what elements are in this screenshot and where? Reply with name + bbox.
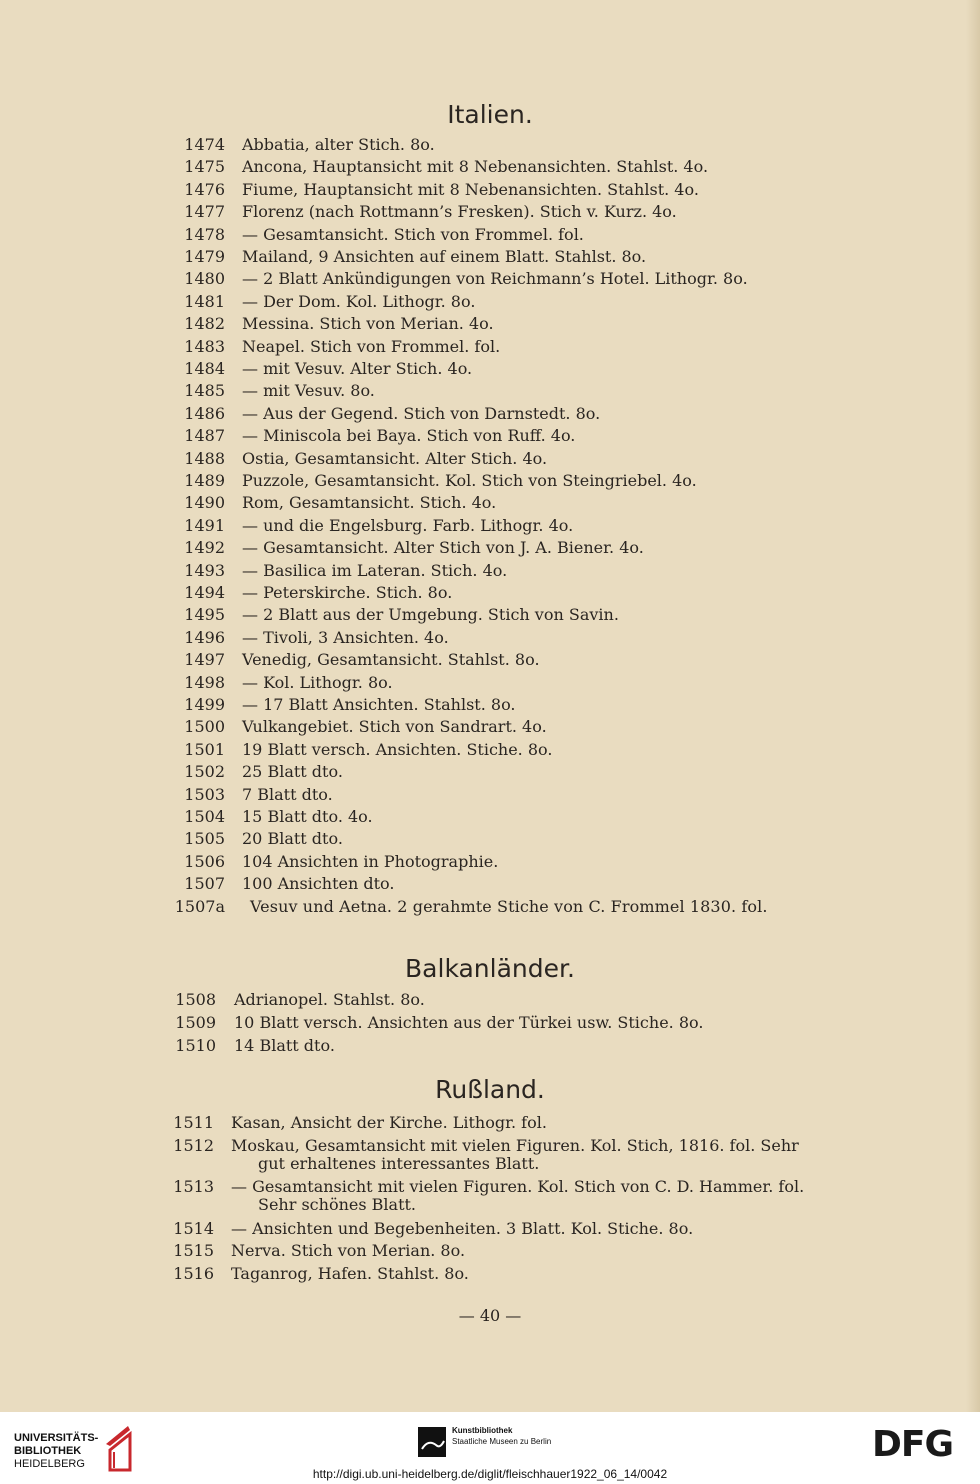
catalog-entry: [0, 313, 980, 335]
entry-text: Neapel. Stich von Frommel. fol.: [242, 336, 501, 356]
entry-text: 25 Blatt dto.: [242, 762, 343, 782]
entry-number: 1497: [184, 650, 225, 670]
entry-text: — 2 Blatt Ankündigungen von Reichmann’s Hotel. Lithogr. 8o.: [242, 269, 748, 289]
entry-number: 1514: [173, 1218, 214, 1238]
catalog-entry: [0, 649, 980, 671]
entry-number: 1507: [184, 874, 225, 894]
catalog-entry: [0, 291, 980, 313]
dfg-logo: DFG: [872, 1424, 954, 1465]
entry-number: 1511: [173, 1113, 214, 1132]
entry-number: 1502: [184, 762, 225, 782]
catalog-entry: [0, 1263, 980, 1285]
entry-text: Ancona, Hauptansicht mit 8 Nebenansichten. Stahlst. 4o.: [242, 157, 709, 177]
entry-text: — mit Vesuv. Alter Stich. 4o.: [242, 359, 473, 378]
catalog-entry: [0, 134, 980, 156]
catalog-entry: [0, 336, 980, 358]
entry-number: 1495: [184, 605, 225, 625]
catalog-entry: [0, 896, 980, 918]
entry-number: 1490: [184, 493, 225, 513]
entry-text: — 2 Blatt aus der Umgebung. Stich von Savin.: [242, 605, 619, 625]
entry-text: Kasan, Ansicht der Kirche. Lithogr. fol.: [231, 1113, 547, 1132]
catalog-entry-continuation: [0, 1153, 980, 1175]
entry-number: 1481: [184, 291, 225, 311]
entry-text: Messina. Stich von Merian. 4o.: [242, 314, 494, 334]
entry-text: — Gesamtansicht. Alter Stich von J. A. Biener. 4o.: [242, 538, 644, 558]
catalog-entry: [0, 716, 980, 738]
entry-number: 1478: [184, 224, 225, 244]
entry-number: 1507a: [174, 896, 225, 916]
entry-text: — mit Vesuv. 8o.: [242, 381, 375, 401]
entry-text: — Aus der Gegend. Stich von Darnstedt. 8o.: [242, 403, 601, 423]
entry-number: 1498: [184, 672, 225, 692]
catalog-entry: [0, 246, 980, 268]
catalog-entry: [0, 380, 980, 402]
catalog-entry: [0, 672, 980, 694]
entry-number: 1484: [184, 359, 225, 378]
entry-number: 1486: [184, 403, 225, 423]
section-title-balkan: Balkanländer.: [405, 954, 575, 983]
entry-text: Fiume, Hauptansicht mit 8 Nebenansichten. Stahlst. 4o.: [242, 179, 699, 199]
entry-number: 1516: [173, 1263, 214, 1283]
entry-text: 7 Blatt dto.: [242, 784, 333, 804]
entry-number: 1493: [184, 560, 225, 580]
catalog-entry: [0, 358, 980, 380]
entry-number: 1494: [184, 583, 225, 602]
entry-number: 1492: [184, 538, 225, 558]
entry-text-cont: Sehr schönes Blatt.: [258, 1195, 417, 1214]
entry-number: 1499: [184, 695, 225, 714]
entry-number: 1504: [184, 807, 225, 826]
catalog-entry: [0, 784, 980, 806]
catalog-entry: [0, 156, 980, 178]
entry-text: Abbatia, alter Stich. 8o.: [242, 135, 435, 154]
entry-text: Rom, Gesamtansicht. Stich. 4o.: [242, 493, 497, 513]
catalog-entry: [0, 694, 980, 716]
catalog-entry: [0, 448, 980, 470]
entry-number: 1496: [184, 627, 225, 647]
entry-number: 1506: [184, 851, 225, 871]
entry-text: — Der Dom. Kol. Lithogr. 8o.: [242, 291, 476, 311]
entry-number: 1508: [175, 990, 216, 1009]
entry-number: 1480: [184, 269, 225, 289]
page-number: — 40 —: [458, 1306, 522, 1325]
catalog-entry: [0, 739, 980, 761]
entry-text: Venedig, Gesamtansicht. Stahlst. 8o.: [242, 650, 540, 670]
catalog-entry: [0, 828, 980, 850]
catalog-entry: [0, 492, 980, 514]
entry-number: 1483: [184, 336, 225, 356]
entry-number: 1503: [184, 784, 225, 804]
entry-number: 1487: [184, 426, 225, 446]
entry-text: — Miniscola bei Baya. Stich von Ruff. 4o.: [242, 426, 576, 446]
museum-name: Kunstbibliothek Staatliche Museen zu Berlin: [452, 1426, 552, 1446]
entry-number: 1477: [184, 202, 225, 222]
catalog-entry-continuation: [0, 1194, 980, 1216]
entry-text: — Kol. Lithogr. 8o.: [242, 672, 393, 692]
entry-number: 1510: [175, 1036, 216, 1055]
section-title-italien: Italien.: [447, 100, 533, 129]
museum-logo-icon: [418, 1427, 446, 1457]
catalog-entry: [0, 1035, 980, 1057]
library-name: UNIVERSITÄTS- BIBLIOTHEK HEIDELBERG: [14, 1432, 99, 1470]
catalog-entry: [0, 224, 980, 246]
entry-text: 10 Blatt versch. Ansichten aus der Türkei usw. Stiche. 8o.: [234, 1013, 704, 1032]
entry-number: 1512: [173, 1135, 214, 1155]
entry-text: — und die Engelsburg. Farb. Lithogr. 4o.: [242, 515, 574, 535]
entry-text: Nerva. Stich von Merian. 8o.: [231, 1241, 466, 1260]
catalog-entry: [0, 582, 980, 604]
entry-text: — Peterskirche. Stich. 8o.: [242, 583, 453, 602]
entry-number: 1475: [184, 157, 225, 177]
entry-number: 1509: [175, 1013, 216, 1032]
catalog-entry: [0, 268, 980, 290]
entry-number: 1476: [184, 179, 225, 199]
footer-bar: [0, 1412, 980, 1484]
catalog-entry: [0, 515, 980, 537]
entry-number: 1513: [173, 1177, 214, 1196]
catalog-entry: [0, 989, 980, 1011]
entry-text: 20 Blatt dto.: [242, 829, 343, 849]
entry-text: — Tivoli, 3 Ansichten. 4o.: [242, 627, 449, 647]
entry-text: Moskau, Gesamtansicht mit vielen Figuren. Kol. Stich, 1816. fol. Sehr: [231, 1135, 799, 1155]
entry-text: Mailand, 9 Ansichten auf einem Blatt. Stahlst. 8o.: [242, 247, 647, 266]
entry-number: 1491: [184, 515, 225, 535]
entry-text-cont: gut erhaltenes interessantes Blatt.: [258, 1153, 540, 1173]
catalog-entry: [0, 403, 980, 425]
entry-text: — Basilica im Lateran. Stich. 4o.: [242, 560, 508, 580]
catalog-entry: [0, 1218, 980, 1240]
catalog-entry: [0, 470, 980, 492]
entry-number: 1474: [184, 135, 225, 154]
catalog-entry: [0, 1012, 980, 1034]
entry-text: Vulkangebiet. Stich von Sandrart. 4o.: [242, 717, 547, 737]
catalog-entry: [0, 604, 980, 626]
entry-text: 15 Blatt dto. 4o.: [242, 807, 373, 826]
entry-number: 1501: [184, 739, 225, 759]
catalog-entry: [0, 627, 980, 649]
source-url[interactable]: http://digi.ub.uni-heidelberg.de/diglit/fleischhauer1922_06_14/0042: [312, 1467, 668, 1481]
entry-text: 104 Ansichten in Photographie.: [242, 851, 499, 871]
catalog-entry: [0, 179, 980, 201]
catalog-entry: [0, 873, 980, 895]
entry-text: 14 Blatt dto.: [234, 1036, 335, 1055]
entry-number: 1515: [173, 1241, 214, 1260]
entry-text: Adrianopel. Stahlst. 8o.: [234, 990, 425, 1009]
catalog-entry: [0, 1240, 980, 1262]
entry-text: Puzzole, Gesamtansicht. Kol. Stich von Steingriebel. 4o.: [242, 471, 697, 490]
entry-number: 1489: [184, 471, 225, 490]
entry-number: 1488: [184, 448, 225, 468]
section-title-russland: Rußland.: [435, 1075, 545, 1104]
entry-text: — Ansichten und Begebenheiten. 3 Blatt. Kol. Stiche. 8o.: [231, 1218, 694, 1238]
catalog-entry: [0, 537, 980, 559]
catalog-entry: [0, 806, 980, 828]
entry-text: — 17 Blatt Ansichten. Stahlst. 8o.: [242, 695, 516, 714]
entry-number: 1485: [184, 381, 225, 401]
entry-text: — Gesamtansicht mit vielen Figuren. Kol. Stich von C. D. Hammer. fol.: [231, 1177, 805, 1196]
entry-number: 1500: [184, 717, 225, 737]
catalog-entry: [0, 201, 980, 223]
catalog-entry: [0, 560, 980, 582]
entry-text: 19 Blatt versch. Ansichten. Stiche. 8o.: [242, 739, 553, 759]
catalog-entry: [0, 425, 980, 447]
entry-text: Vesuv und Aetna. 2 gerahmte Stiche von C. Frommel 1830. fol.: [250, 896, 768, 916]
entry-text: Taganrog, Hafen. Stahlst. 8o.: [231, 1263, 469, 1283]
entry-number: 1479: [184, 247, 225, 266]
catalog-entry: [0, 851, 980, 873]
catalog-entry: [0, 1112, 980, 1134]
entry-text: — Gesamtansicht. Stich von Frommel. fol.: [242, 224, 584, 244]
catalog-entry: [0, 761, 980, 783]
entry-number: 1482: [184, 314, 225, 334]
entry-text: Florenz (nach Rottmann’s Fresken). Stich v. Kurz. 4o.: [242, 202, 677, 222]
entry-text: Ostia, Gesamtansicht. Alter Stich. 4o.: [242, 448, 548, 468]
entry-text: 100 Ansichten dto.: [242, 874, 395, 894]
entry-number: 1505: [184, 829, 225, 849]
